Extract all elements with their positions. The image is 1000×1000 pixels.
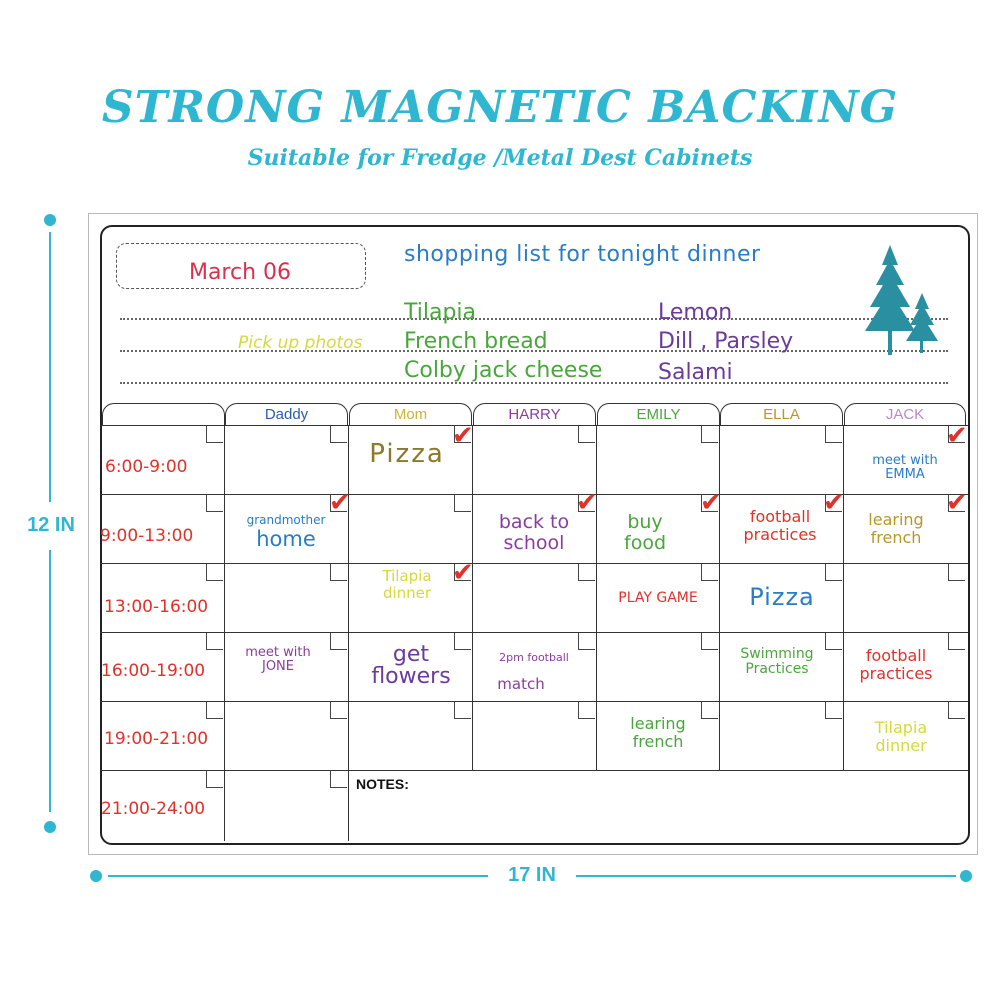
checkbox-corner: [825, 702, 842, 719]
shopping-item: Lemon: [658, 300, 733, 325]
checkbox-corner: [948, 564, 965, 581]
checkbox-corner: [948, 633, 965, 650]
cell-text: PLAY GAME: [618, 590, 698, 606]
cell-text: 2pm football: [499, 651, 569, 664]
check-mark-icon: ✔: [452, 421, 474, 451]
check-mark-icon: ✔: [700, 488, 722, 518]
checkbox-corner: [330, 702, 347, 719]
checkbox-corner: [825, 426, 842, 443]
dimension-line-horizontal-right: [576, 875, 956, 877]
checkbox-corner: [206, 633, 223, 650]
check-mark-icon: ✔: [946, 488, 968, 518]
check-mark-icon: ✔: [329, 488, 351, 518]
tab-ella: ELLA: [720, 403, 843, 426]
shopping-item: Colby jack cheese: [404, 358, 603, 383]
cell-text: Tilapia dinner: [874, 718, 928, 755]
cell-text: football practices: [743, 507, 817, 544]
checkbox-corner: [330, 426, 347, 443]
checkbox-corner: [948, 702, 965, 719]
cell-text: Pizza: [369, 439, 445, 469]
time-label: 21:00-24:00: [101, 799, 206, 819]
checkbox-corner: [206, 495, 223, 512]
check-mark-icon: ✔: [576, 488, 598, 518]
tab-jack: JACK: [844, 403, 966, 426]
dimension-dot-bottom: [44, 821, 56, 833]
dimension-dot-right: [960, 870, 972, 882]
checkbox-corner: [330, 771, 347, 788]
shopping-item: Tilapia: [404, 300, 477, 325]
tab-harry: HARRY: [473, 403, 596, 426]
cell-text: football practices: [859, 646, 933, 683]
grid-line: [596, 425, 597, 770]
shopping-item: Dill , Parsley: [658, 329, 794, 354]
grid-line: [843, 425, 844, 770]
tab-emily: EMILY: [597, 403, 720, 426]
time-label: 13:00-16:00: [104, 597, 209, 617]
tab-daddy: Daddy: [225, 403, 348, 426]
checkbox-corner: [454, 495, 471, 512]
grid-line: [224, 425, 225, 841]
cell-text: grandmother: [246, 513, 326, 527]
checkbox-corner: [578, 633, 595, 650]
cell-text: get flowers: [371, 642, 451, 689]
checkbox-corner: [578, 426, 595, 443]
check-mark-icon: ✔: [452, 558, 474, 588]
subheadline: Suitable for Fredge /Metal Dest Cabinets: [247, 145, 753, 171]
dimension-dot-left: [90, 870, 102, 882]
time-label: 19:00-21:00: [104, 729, 209, 749]
dimension-line-vertical-top: [49, 232, 51, 502]
checkbox-corner: [330, 564, 347, 581]
time-label: 6:00-9:00: [105, 457, 188, 477]
pine-trees-icon: [860, 243, 950, 358]
check-mark-icon: ✔: [823, 488, 845, 518]
shopping-item: Salami: [658, 360, 733, 385]
cell-text: back to school: [498, 511, 570, 554]
checkbox-corner: [578, 564, 595, 581]
checkbox-corner: [454, 702, 471, 719]
cell-text: match: [497, 675, 545, 693]
shopping-item: French bread: [404, 329, 548, 354]
checkbox-corner: [701, 633, 718, 650]
checkbox-corner: [578, 702, 595, 719]
dimension-line-horizontal-left: [108, 875, 488, 877]
checkbox-corner: [701, 564, 718, 581]
dimension-dot-top: [44, 214, 56, 226]
tab-time-column: [102, 403, 225, 426]
reminder-text: Pick up photos: [238, 333, 363, 353]
notes-label: NOTES:: [356, 776, 409, 792]
check-mark-icon: ✔: [946, 421, 968, 451]
checkbox-corner: [825, 564, 842, 581]
checkbox-corner: [206, 771, 223, 788]
time-label: 16:00-19:00: [101, 661, 206, 681]
checkbox-corner: [206, 564, 223, 581]
cell-text: home: [256, 527, 316, 551]
cell-text: learing french: [868, 510, 924, 547]
cell-text: meet with JONE: [245, 645, 311, 675]
checkbox-corner: [330, 633, 347, 650]
tab-mom: Mom: [349, 403, 472, 426]
cell-text: Swimming Practices: [740, 646, 814, 678]
cell-text: Pizza: [749, 583, 815, 611]
width-label: 17 IN: [492, 864, 572, 887]
grid-line: [719, 425, 720, 770]
dotted-line-1: [120, 318, 948, 320]
cell-text: meet with EMMA: [872, 453, 938, 483]
dimension-line-vertical-bottom: [49, 550, 51, 812]
cell-text: Tilapia dinner: [382, 567, 432, 602]
height-label: 12 IN: [6, 514, 96, 537]
grid-line: [472, 425, 473, 770]
shopping-list-title: shopping list for tonight dinner: [404, 242, 761, 267]
date-text: March 06: [188, 260, 292, 285]
checkbox-corner: [206, 426, 223, 443]
grid-line: [100, 770, 968, 771]
time-label: 9:00-13:00: [100, 526, 194, 546]
checkbox-corner: [206, 702, 223, 719]
headline: STRONG MAGNETIC BACKING: [101, 82, 899, 133]
cell-text: learing french: [630, 714, 686, 751]
checkbox-corner: [701, 426, 718, 443]
cell-text: buy food: [624, 511, 666, 554]
